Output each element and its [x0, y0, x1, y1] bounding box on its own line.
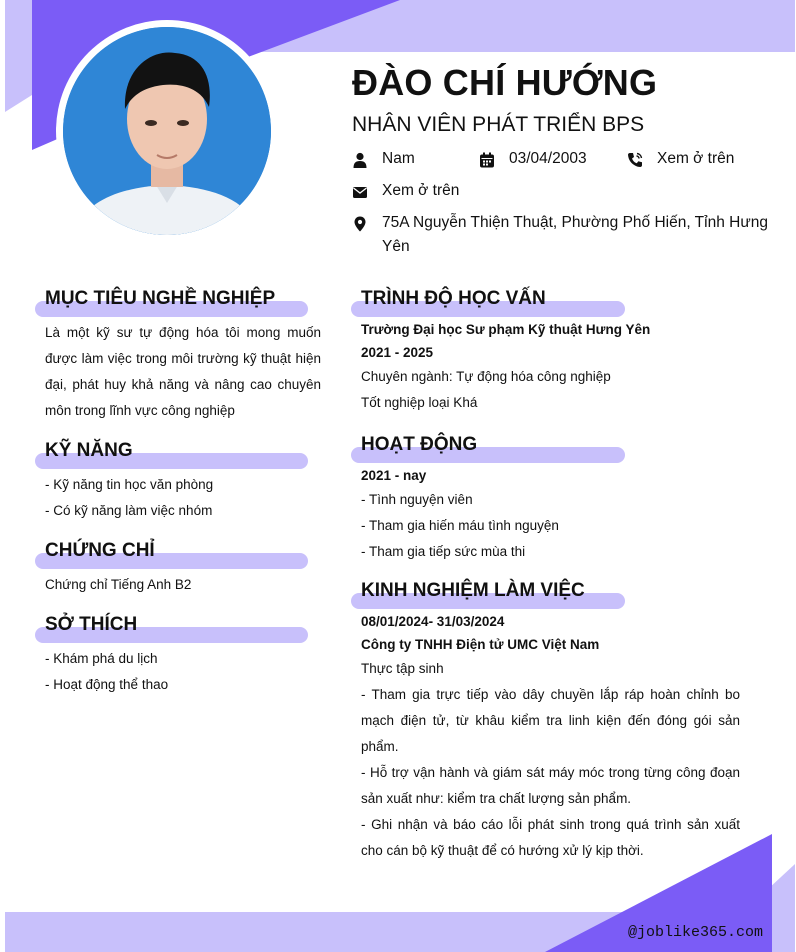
objective-heading — [35, 288, 310, 318]
list-item: - Hỗ trợ vận hành và giám sát máy móc trong từng công đoạn sản xuất như: kiểm tra chất lượng sản phẩm. — [361, 765, 740, 806]
email-value: Xem ở trên — [382, 182, 460, 199]
education-major: Chuyên ngành: Tự động hóa công nghiệp — [361, 369, 611, 384]
activities-heading — [351, 434, 626, 464]
phone-icon — [627, 152, 643, 168]
birthdate-info — [479, 150, 587, 171]
experience-heading — [351, 580, 626, 610]
phone-value: Xem ở trên — [657, 150, 735, 167]
job-title: NHÂN VIÊN PHÁT TRIỂN BPS — [352, 113, 645, 136]
skills-list — [45, 472, 321, 524]
list-item: - Tình nguyện viên — [361, 492, 473, 507]
watermark-text: @joblike365.com — [627, 924, 763, 941]
list-item: - Tham gia hiến máu tình nguyện — [361, 518, 559, 533]
list-item: - Hoạt động thể thao — [45, 677, 169, 692]
education-body — [361, 318, 741, 416]
email-info — [352, 182, 459, 203]
hobbies-heading — [35, 614, 310, 644]
school-name: Trường Đại học Sư phạm Kỹ thuật Hưng Yên — [361, 322, 651, 337]
education-heading — [351, 288, 626, 318]
candidate-name: ĐÀO CHÍ HƯỚNG — [352, 62, 658, 103]
address-value: 75A Nguyễn Thiện Thuật, Phường Phố Hiến, Tỉnh Hưng Yên — [382, 214, 768, 255]
activities-period: 2021 - nay — [361, 468, 427, 483]
hobbies-title: SỞ THÍCH — [45, 614, 138, 635]
certificates-heading — [35, 540, 310, 570]
list-item: - Kỹ năng tin học văn phòng — [45, 477, 214, 492]
hobbies-list — [45, 646, 321, 698]
list-item: - Tham gia trực tiếp vào dây chuyền lắp ráp hoàn chỉnh bo mạch điện tử, từ khâu kiểm tra linh kiện đến đóng gói sản phẩm. — [361, 687, 740, 754]
company-name: Công ty TNHH Điện tử UMC Việt Nam — [361, 637, 600, 652]
calendar-icon — [479, 152, 495, 168]
profile-photo — [63, 27, 271, 235]
address-info — [352, 214, 777, 259]
experience-period: 08/01/2024- 31/03/2024 — [361, 614, 505, 629]
skills-title: KỸ NĂNG — [45, 440, 133, 461]
job-role: Thực tập sinh — [361, 661, 444, 676]
education-title: TRÌNH ĐỘ HỌC VẤN — [361, 288, 546, 309]
list-item: - Ghi nhận và báo cáo lỗi phát sinh trong quá trình sản xuất cho cán bộ kỹ thuật để có hướng xử lý kịp thời. — [361, 817, 740, 858]
list-item: - Tham gia tiếp sức mùa thi — [361, 544, 526, 559]
avatar — [56, 20, 278, 242]
objective-title: MỤC TIÊU NGHỀ NGHIỆP — [45, 288, 276, 309]
user-icon — [352, 152, 368, 168]
certificates-title: CHỨNG CHỈ — [45, 540, 155, 561]
education-grade: Tốt nghiệp loại Khá — [361, 395, 478, 410]
list-item: - Khám phá du lịch — [45, 651, 158, 666]
objective-text: Là một kỹ sư tự động hóa tôi mong muốn được làm việc trong môi trường kỹ thuật hiện đại, phát huy khả năng và nâng cao chuyên môn trong lĩnh vực công nghiệp — [45, 325, 321, 418]
education-period: 2021 - 2025 — [361, 345, 434, 360]
experience-title: KINH NGHIỆM LÀM VIỆC — [361, 580, 585, 601]
gender-info — [352, 150, 415, 171]
experience-body — [361, 610, 740, 864]
skills-heading — [35, 440, 310, 470]
envelope-icon — [352, 184, 368, 200]
location-pin-icon — [352, 216, 368, 232]
list-item: - Có kỹ năng làm việc nhóm — [45, 503, 213, 518]
activities-body — [361, 464, 741, 565]
activities-title: HOẠT ĐỘNG — [361, 434, 478, 455]
certificates-list — [45, 572, 321, 598]
gender-value: Nam — [382, 150, 415, 167]
list-item: Chứng chỉ Tiếng Anh B2 — [45, 577, 192, 592]
phone-info — [627, 150, 734, 171]
birthdate-value: 03/04/2003 — [509, 150, 587, 167]
